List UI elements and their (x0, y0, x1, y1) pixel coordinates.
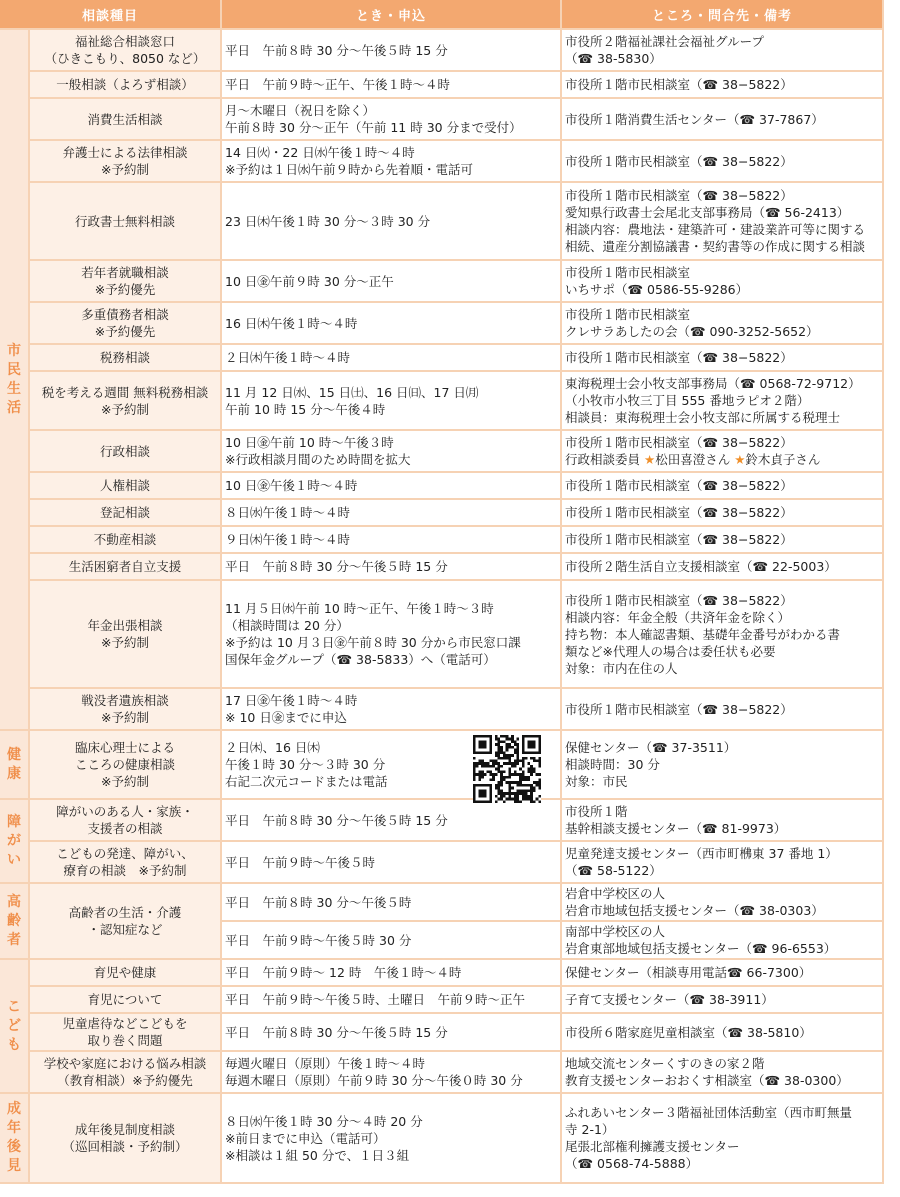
schedule-line: 平日 午前８時 30 分～午後５時 15 分 (225, 42, 448, 58)
schedule-line: ※ 10 日㊎までに申込 (225, 710, 347, 725)
location-line: 市役所２階福祉課社会福祉グループ (565, 34, 765, 49)
location-line: 市役所１階市民相談室（☎ 38−5822） (565, 532, 793, 547)
location-line: 相続、遺産分割協議書・契約書等の作成に関する相談 (565, 239, 866, 254)
type-line: ※予約制 (101, 710, 149, 725)
location-line: 市役所１階市民相談室 (565, 307, 691, 322)
type-line: 行政相談 (100, 443, 151, 459)
table-row (0, 731, 884, 800)
schedule-line: 平日 午前９時～午後５時 (225, 854, 376, 870)
type-line: 税を考える週間 無料税務相談 (41, 384, 209, 400)
table-body (0, 30, 884, 1184)
location-contact-cell (562, 987, 884, 1014)
location-contact-cell (562, 1052, 884, 1094)
table-row (0, 527, 884, 554)
location-line: （小牧市小牧三丁目 555 番地ラピオ２階） (565, 393, 810, 408)
location-line: 相談員：東海税理士会小牧支部に所属する税理士 (565, 410, 841, 425)
location-contact-cell (562, 431, 884, 473)
consultation-type (30, 800, 222, 842)
location-line: 類など※代理人の場合は委任状も必要 (565, 643, 776, 659)
table-row (0, 72, 884, 99)
table-row (0, 261, 884, 303)
location-line: 市役所１階消費生活センター（☎ 37-7867） (565, 111, 824, 127)
schedule-cell (222, 141, 562, 183)
consultation-type (30, 183, 222, 261)
location-line: 市役所２階生活自立支援相談室（☎ 22-5003） (565, 559, 837, 574)
category-label (0, 800, 30, 884)
type-line: ※予約制 (101, 774, 149, 789)
schedule-line: 14 日㈫・22 日㈬午後１時～４時 (225, 145, 415, 160)
schedule-line: ※予約は 10 月３日㊎午前８時 30 分から市民窓口課 (225, 635, 521, 650)
type-line: 高齢者の生活・介護 (68, 905, 182, 920)
location-contact-cell (562, 884, 884, 922)
consultation-type (30, 500, 222, 527)
category-label (0, 960, 30, 1094)
location-line: 相談内容：農地法・建築許可・建設業許可等に関する (565, 222, 866, 237)
schedule-line: ９日㈭午後１時～４時 (225, 532, 351, 547)
schedule-cell (222, 183, 562, 261)
type-line: 生活困窮者自立支援 (68, 559, 182, 574)
type-line: ※予約制 (101, 635, 149, 650)
location-line: 対象：市民 (565, 774, 628, 789)
type-line: 療育の相談 ※予約制 (63, 863, 187, 878)
location-contact-cell (562, 345, 884, 372)
schedule-line: ※前日までに申込（電話可） (225, 1130, 386, 1146)
type-line: ・認知症など (87, 922, 163, 937)
schedule-line: 右記二次元コードまたは電話 (225, 774, 388, 789)
table-row (0, 884, 884, 922)
schedule-cell (222, 554, 562, 581)
schedule-line: 午前 10 時 15 分～午後４時 (225, 401, 386, 417)
table-row (0, 500, 884, 527)
location-contact-cell (562, 473, 884, 500)
table-row (0, 800, 884, 842)
location-line: 持ち物：本人確認書類、基礎年金番号がわかる書 (565, 626, 841, 642)
schedule-line: 平日 午前９時～午後５時 30 分 (225, 932, 412, 948)
type-line: ※予約制 (101, 162, 149, 177)
schedule-cell (222, 987, 562, 1014)
category-char: 健 (7, 746, 21, 763)
type-line: 臨床心理士による (75, 740, 176, 755)
category-char: 齢 (7, 912, 21, 929)
table-header (0, 0, 884, 30)
category-char: 康 (7, 765, 21, 782)
consultation-type (30, 689, 222, 731)
type-line: 若年者就職相談 (81, 265, 169, 280)
location-line: いちサポ（☎ 0586-55-9286） (565, 282, 749, 297)
table-row (0, 99, 884, 141)
location-line: （☎ 0568-74-5888） (565, 1156, 699, 1171)
table-row (0, 431, 884, 473)
schedule-cell (222, 960, 562, 987)
schedule-cell (222, 842, 562, 884)
category-label (0, 30, 30, 731)
consultation-type (30, 30, 222, 72)
location-contact-cell (562, 1094, 884, 1184)
consultation-type (30, 72, 222, 99)
category-char: 生 (7, 380, 21, 397)
consultation-type (30, 960, 222, 987)
category-label (0, 1094, 30, 1184)
location-line: 教育支援センターおおくす相談室（☎ 38-0300） (565, 1073, 849, 1088)
location-contact-cell (562, 960, 884, 987)
location-line: 相談時間：30 分 (565, 757, 660, 772)
type-line: こころの健康相談 (75, 757, 176, 772)
consultation-type (30, 842, 222, 884)
location-line: 保健センター（☎ 37-3511） (565, 740, 737, 755)
location-line: 子育て支援センター（☎ 38-3911） (565, 992, 774, 1007)
schedule-line: 国保年金グループ（☎ 38-5833）へ（電話可） (225, 652, 496, 667)
location-line: 相談内容：年金全般（共済年金を除く） (565, 609, 791, 625)
location-line: 市役所１階市民相談室（☎ 38−5822） (565, 435, 793, 450)
schedule-cell (222, 473, 562, 500)
consultation-type (30, 431, 222, 473)
schedule-cell (222, 1014, 562, 1052)
location-line: 保健センター（相談専用電話☎ 66-7300） (565, 965, 812, 980)
consultation-type (30, 303, 222, 345)
location-contact-cell (562, 141, 884, 183)
schedule-line: 平日 午前８時 30 分～午後５時 15 分 (225, 559, 448, 574)
type-line: 多重債務者相談 (81, 307, 169, 322)
consultation-type (30, 372, 222, 431)
type-line: ※予約制 (101, 401, 149, 417)
schedule-line: 11 月５日㈬午前 10 時～正午、午後１時～３時 (225, 601, 494, 616)
table-row (0, 987, 884, 1014)
type-line: 福祉総合相談窓口 (75, 34, 176, 49)
schedule-line: 10 日㊎午後１時～４時 (225, 478, 358, 493)
location-line: 市役所１階市民相談室 (565, 265, 691, 280)
star-icon: ★ (644, 452, 656, 467)
type-line: 一般相談（よろず相談） (56, 77, 194, 92)
schedule-cell (222, 527, 562, 554)
consultation-type (30, 554, 222, 581)
type-line: 弁護士による法律相談 (62, 145, 188, 160)
table-row (0, 554, 884, 581)
schedule-line: ２日㈭午後１時～４時 (225, 350, 351, 365)
schedule-cell (222, 581, 562, 689)
schedule-line: 10 日㊎午前 10 時～午後３時 (225, 435, 394, 450)
location-contact-cell (562, 372, 884, 431)
location-line: 岩倉市地域包括支援センター（☎ 38-0303） (565, 903, 824, 918)
table-row (0, 473, 884, 500)
table-row (0, 960, 884, 987)
type-line: 消費生活相談 (87, 111, 163, 127)
location-line: 行政相談委員 ★松田喜澄さん ★鈴木貞子さん (565, 452, 821, 467)
consultation-type (30, 1094, 222, 1184)
star-icon: ★ (734, 452, 746, 467)
type-line: 成年後見制度相談 (75, 1122, 176, 1137)
schedule-line: 毎週木曜日（原則）午前９時 30 分～午後０時 30 分 (225, 1073, 523, 1088)
type-line: 税務相談 (100, 350, 151, 365)
location-line: 東海税理士会小牧支部事務局（☎ 0568-72-9712） (565, 376, 861, 391)
schedule-cell (222, 72, 562, 99)
location-contact-cell (562, 261, 884, 303)
table-row (0, 842, 884, 884)
qr-code[interactable] (472, 735, 542, 803)
category-char: 市 (7, 342, 21, 359)
location-contact-cell (562, 842, 884, 884)
table-row (0, 345, 884, 372)
table-row (0, 30, 884, 72)
consultation-type (30, 1052, 222, 1094)
type-line: 登記相談 (100, 505, 151, 520)
location-line: 尾張北部権利擁護支援センター (565, 1139, 740, 1154)
location-contact-cell (562, 581, 884, 689)
header-where: ところ・問合先・備考 (562, 0, 884, 30)
schedule-line: 10 日㊎午前９時 30 分～正午 (225, 273, 394, 289)
location-contact-cell (562, 30, 884, 72)
category-char: こ (7, 998, 21, 1015)
schedule-line: ※行政相談月間のため時間を拡大 (225, 452, 411, 467)
schedule-cell (222, 800, 562, 842)
type-line: 戦没者遺族相談 (81, 693, 169, 708)
category-char: い (7, 851, 21, 868)
location-contact-cell (562, 554, 884, 581)
schedule-line: ※相談は１組 50 分で、１日３組 (225, 1147, 410, 1163)
location-contact-cell (562, 72, 884, 99)
table-row (0, 141, 884, 183)
type-line: 学校や家庭における悩み相談 (43, 1056, 207, 1071)
location-line: 愛知県行政書士会尾北支部事務局（☎ 56-2413） (565, 205, 850, 220)
consultation-type (30, 884, 222, 960)
location-contact-cell (562, 303, 884, 345)
schedule-line: 平日 午前８時 30 分～午後５時 (225, 894, 412, 910)
location-line: 市役所１階 (565, 804, 628, 819)
schedule-line: 16 日㈭午後１時～４時 (225, 315, 358, 331)
location-line: 市役所１階市民相談室（☎ 38−5822） (565, 701, 793, 717)
table-row (0, 581, 884, 689)
location-line: 市役所１階市民相談室（☎ 38−5822） (565, 77, 793, 92)
category-char: ど (7, 1017, 21, 1034)
location-line: 対象：市内在住の人 (565, 660, 678, 676)
location-line: ふれあいセンター３階福祉団体活動室（西市町無量 (565, 1105, 853, 1120)
schedule-line: 17 日㊎午後１時～４時 (225, 693, 358, 708)
type-line: 人権相談 (100, 478, 151, 493)
schedule-cell (222, 431, 562, 473)
schedule-line: ※予約は１日㈬午前９時から先着順・電話可 (225, 162, 473, 177)
schedule-cell (222, 345, 562, 372)
type-line: ※予約優先 (94, 282, 156, 297)
type-line: 行政書士無料相談 (75, 213, 176, 229)
header-when: とき・申込 (222, 0, 562, 30)
location-contact-cell (562, 99, 884, 141)
type-line: 年金出張相談 (87, 618, 163, 633)
schedule-cell (222, 1094, 562, 1184)
location-line: 市役所１階市民相談室（☎ 38−5822） (565, 505, 793, 520)
consultation-type (30, 1014, 222, 1052)
category-char: 成 (7, 1101, 21, 1117)
location-line: 地域交流センターくすのきの家２階 (565, 1056, 765, 1071)
schedule-line: 午後１時 30 分～３時 30 分 (225, 757, 386, 772)
type-line: 育児について (87, 992, 163, 1007)
schedule-line: 毎週火曜日（原則）午後１時～４時 (225, 1056, 426, 1071)
location-contact-cell (562, 527, 884, 554)
schedule-line: 平日 午前９時～正午、午後１時～４時 (225, 77, 451, 92)
schedule-line: ８日㈬午後１時 30 分～４時 20 分 (225, 1113, 423, 1129)
table-row (0, 1014, 884, 1052)
location-contact-cell (562, 1014, 884, 1052)
location-contact-cell (562, 183, 884, 261)
schedule-line: ２日㈭、16 日㈭ (225, 740, 320, 755)
schedule-line: 月～木曜日（祝日を除く） (225, 103, 376, 118)
consultation-type (30, 473, 222, 500)
category-char: 活 (7, 399, 21, 416)
category-char: も (7, 1036, 21, 1053)
location-line: （☎ 38-5830） (565, 51, 662, 66)
location-line: 児童発達支援センター（西市町梻東 37 番地 1） (565, 846, 838, 861)
schedule-line: ８日㈬午後１時～４時 (225, 505, 351, 520)
consultation-type (30, 99, 222, 141)
schedule-line: 平日 午前９時～ 12 時 午後１時～４時 (225, 965, 462, 980)
type-line: 支援者の相談 (87, 821, 163, 836)
schedule-cell (222, 884, 562, 922)
location-line: 寺 2-1） (565, 1122, 615, 1137)
schedule-cell (222, 500, 562, 527)
location-line: 市役所１階市民相談室（☎ 38−5822） (565, 350, 793, 365)
schedule-cell (222, 372, 562, 431)
schedule-cell (222, 30, 562, 72)
category-char: 後 (7, 1139, 21, 1155)
location-line: 南部中学校区の人 (565, 924, 666, 939)
category-char: 民 (7, 361, 21, 378)
consultation-type (30, 141, 222, 183)
type-line: （教育相談）※予約優先 (57, 1073, 193, 1088)
schedule-line: 平日 午前８時 30 分～午後５時 15 分 (225, 812, 448, 828)
schedule-cell (222, 1052, 562, 1094)
location-line: 岩倉東部地域包括支援センター（☎ 96-6553） (565, 941, 837, 956)
location-line: 市役所６階家庭児童相談室（☎ 38-5810） (565, 1024, 812, 1040)
schedule-line: 11 月 12 日㈬、15 日㈯、16 日㈰、17 日㈪ (225, 384, 479, 400)
schedule-cell (222, 261, 562, 303)
schedule-line: 23 日㈭午後１時 30 分～３時 30 分 (225, 213, 431, 229)
schedule-line: 平日 午前８時 30 分～午後５時 15 分 (225, 1024, 448, 1040)
table-row (0, 1052, 884, 1094)
location-line: （☎ 58-5122） (565, 863, 662, 878)
location-line: 岩倉中学校区の人 (565, 886, 666, 901)
category-char: 障 (7, 813, 21, 830)
schedule-cell (222, 689, 562, 731)
consultation-type (30, 987, 222, 1014)
consultation-type (30, 527, 222, 554)
type-line: 児童虐待などこどもを (62, 1016, 188, 1031)
table-row (0, 372, 884, 431)
table-row (0, 689, 884, 731)
consultation-type (30, 581, 222, 689)
location-contact-cell (562, 689, 884, 731)
table-row (0, 1094, 884, 1184)
location-line: 基幹相談支援センター（☎ 81-9973） (565, 821, 787, 836)
category-char: が (7, 832, 21, 849)
type-line: 障がいのある人・家族・ (56, 804, 194, 819)
location-line: 市役所１階市民相談室（☎ 38−5822） (565, 153, 793, 169)
table-row (0, 303, 884, 345)
type-line: 育児や健康 (93, 965, 157, 980)
location-contact-cell (562, 922, 884, 960)
location-line: 市役所１階市民相談室（☎ 38−5822） (565, 592, 793, 608)
category-char: 見 (7, 1158, 21, 1174)
category-char: 高 (7, 893, 21, 910)
location-contact-cell (562, 500, 884, 527)
type-line: こどもの発達、障がい、 (56, 846, 194, 861)
consultation-type (30, 345, 222, 372)
category-label (0, 731, 30, 800)
type-line: ※予約優先 (94, 324, 156, 339)
schedule-line: （相談時間は 20 分） (225, 618, 349, 633)
schedule-cell (222, 303, 562, 345)
category-char: 者 (7, 931, 21, 948)
category-label (0, 884, 30, 960)
schedule-line: 平日 午前９時～午後５時、土曜日 午前９時～正午 (225, 992, 526, 1007)
consultation-type (30, 261, 222, 303)
header-type: 相談種目 (0, 0, 222, 30)
location-line: 市役所１階市民相談室（☎ 38−5822） (565, 478, 793, 493)
location-contact-cell (562, 731, 884, 800)
location-line: クレサラあしたの会（☎ 090-3252-5652） (565, 324, 819, 339)
category-char: 年 (7, 1120, 21, 1136)
schedule-cell (222, 99, 562, 141)
consultation-type (30, 731, 222, 800)
table-row (0, 183, 884, 261)
type-line: （ひきこもり、8050 など） (44, 51, 206, 66)
type-line: （巡回相談・予約制） (62, 1139, 188, 1154)
type-line: 不動産相談 (93, 532, 157, 547)
location-contact-cell (562, 800, 884, 842)
schedule-line: 午前８時 30 分～正午（午前 11 時 30 分まで受付） (225, 120, 522, 135)
location-line: 市役所１階市民相談室（☎ 38−5822） (565, 188, 793, 203)
type-line: 取り巻く問題 (87, 1033, 163, 1048)
schedule-cell (222, 922, 562, 960)
